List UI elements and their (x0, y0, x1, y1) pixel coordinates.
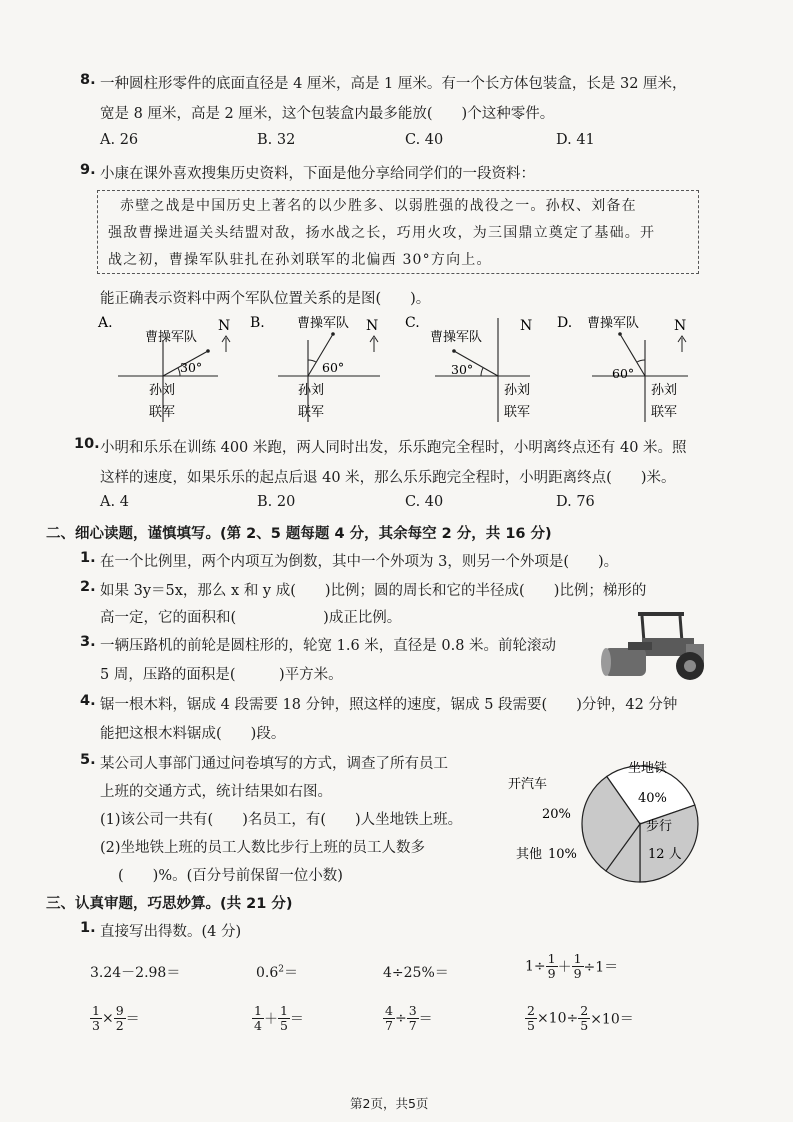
pie-value-car: 20% (542, 807, 571, 822)
diagram-d-army: 曹操军队 (587, 316, 640, 331)
calc-7-eq: ＝ (418, 1011, 433, 1028)
calc-6-frac1: $\frac{1}{4}$ (254, 1003, 262, 1033)
calc-4-frac2: $\frac{1}{9}$ (573, 951, 582, 981)
s2-q2-number: 2. (80, 579, 96, 595)
s2-q5-sub3: ( )%。(百分号前保留一位小数) (118, 868, 343, 884)
calc-5 (90, 1004, 140, 1033)
pie-label-walk: 步行 (646, 819, 673, 834)
q9-material-line3: 战之初，曹操军队驻扎在孙刘联军的北偏西 30°方向上。 (108, 252, 492, 268)
calc-4-a: 1÷ (525, 958, 546, 975)
diagram-a-base1: 孙刘 (149, 383, 176, 398)
pie-value-other: 10% (548, 847, 577, 862)
transport-pie-chart (508, 748, 718, 888)
s2-q4-line2: 能把这根木料锯成( )段。 (100, 726, 286, 742)
q10-line2: 这样的速度，如果乐乐的起点后退 40 米，那么乐乐跑完全程时，小明距离终点( )米。 (100, 470, 676, 486)
pie-label-car: 开汽车 (508, 777, 548, 792)
q10-number: 10. (74, 436, 100, 452)
q8-option-d: D. 41 (556, 132, 595, 148)
s2-q4-number: 4. (80, 693, 96, 709)
diagram-b-army: 曹操军队 (297, 316, 350, 331)
s3-q1-text: 直接写出得数。(4 分) (100, 924, 242, 940)
diagram-c-army: 曹操军队 (430, 330, 483, 345)
q10-option-a: A. 4 (100, 494, 129, 510)
diagram-d-base1: 孙刘 (651, 383, 678, 398)
s2-q5-number: 5. (80, 752, 96, 768)
diagram-c-letter: C. (405, 315, 420, 331)
diagram-b-north: N (366, 318, 379, 334)
pie-value-subway: 40% (638, 791, 667, 806)
diagram-c-angle: 30° (451, 362, 474, 377)
q10-line1: 小明和乐乐在训练 400 米跑，两人同时出发，乐乐跑完全程时，小明离终点还有 40 米。照 (100, 440, 687, 456)
s2-q1-text: 在一个比例里，两个内项互为倒数，其中一个外项为 3，则另一个外项是( )。 (100, 554, 619, 570)
q10-option-c: C. 40 (405, 494, 444, 510)
s2-q5-sub1: (1)该公司一共有( )名员工，有( )人坐地铁上班。 (100, 812, 463, 828)
diagram-a-letter: A. (98, 315, 113, 331)
diagram-a-angle: 30° (180, 360, 203, 375)
calc-5-frac2: $\frac{9}{2}$ (115, 1003, 124, 1033)
diagram-b (250, 315, 380, 422)
q8-option-b: B. 32 (257, 132, 296, 148)
diagram-a-army: 曹操军队 (145, 330, 198, 345)
calc-4-b: ＋ (557, 959, 572, 976)
calc-8-op: ×10÷ (536, 1010, 579, 1027)
s2-q5-line2: 上班的交通方式，统计结果如右图。 (100, 784, 332, 800)
calc-4-c: ÷1＝ (583, 959, 619, 976)
calc-7-frac1: $\frac{4}{7}$ (385, 1003, 393, 1033)
s3-q1-number: 1. (80, 920, 96, 936)
s2-q4-line1: 锯一根木料，锯成 4 段需要 18 分钟，照这样的速度，锯成 5 段需要( )分钟，42 分钟 (100, 697, 678, 713)
calc-6-eq: ＝ (289, 1011, 304, 1028)
calc-2-base: 0.6 (256, 965, 279, 981)
calc-4 (525, 952, 618, 981)
q9-diagrams (90, 310, 710, 430)
q10-option-d: D. 76 (556, 494, 595, 510)
diagram-b-base1: 孙刘 (298, 383, 325, 398)
calc-3: 4÷25%＝ (383, 965, 449, 981)
calc-6-frac2: $\frac{1}{5}$ (279, 1003, 288, 1033)
calc-7-op: ÷ (394, 1010, 407, 1027)
q8-option-c: C. 40 (405, 132, 444, 148)
diagram-d (557, 315, 688, 422)
calc-4-frac1: $\frac{1}{9}$ (547, 951, 556, 981)
calc-8-frac1: $\frac{2}{5}$ (527, 1003, 535, 1033)
calc-1: 3.24－2.98＝ (90, 965, 181, 981)
q9-intro: 小康在课外喜欢搜集历史资料，下面是他分享给同学们的一段资料： (100, 166, 535, 182)
diagram-c-base2: 联军 (504, 405, 531, 420)
s2-q1-number: 1. (80, 550, 96, 566)
q9-material-line2: 强敌曹操进逼关头结盟对敌，扬水战之长，巧用火攻，为三国鼎立奠定了基础。开 (108, 225, 656, 241)
diagram-a-base2: 联军 (149, 405, 176, 420)
calc-5-eq: ＝ (125, 1011, 140, 1028)
calc-7 (383, 1004, 433, 1033)
diagram-b-angle: 60° (322, 360, 345, 375)
s2-q3-line1: 一辆压路机的前轮是圆柱形的，轮宽 1.6 米，直径是 0.8 米。前轮滚动 (100, 638, 557, 654)
pie-label-subway: 坐地铁 (628, 761, 668, 776)
q8-option-a: A. 26 (100, 132, 139, 148)
calc-6 (252, 1004, 304, 1033)
s2-q3-line2: 5 周，压路的面积是( )平方米。 (100, 667, 343, 683)
pie-label-other: 其他 (516, 847, 543, 862)
section2-title: 二、细心读题，谨慎填写。(第 2、5 题每题 4 分，其余每空 2 分，共 16 分) (46, 526, 552, 542)
calc-8-eq: ×10＝ (590, 1011, 634, 1028)
pie-value-walk: 12 人 (648, 847, 682, 862)
diagram-d-angle: 60° (612, 366, 635, 381)
calc-2 (256, 962, 298, 982)
q9-material-box (97, 190, 699, 274)
diagram-c (405, 315, 532, 422)
q8-line2: 宽是 8 厘米，高是 2 厘米，这个包装盒内最多能放( )个这种零件。 (100, 106, 555, 122)
q8-number: 8. (80, 72, 96, 88)
diagram-d-north: N (674, 318, 687, 334)
calc-5-op: × (101, 1010, 114, 1027)
diagram-d-letter: D. (557, 315, 573, 331)
calc-2-eq: ＝ (284, 965, 298, 981)
road-roller-image (598, 610, 710, 682)
diagram-b-letter: B. (250, 315, 265, 331)
s2-q2-line1: 如果 3y＝5x，那么 x 和 y 成( )比例；圆的周长和它的半径成( )比例；梯形的 (100, 583, 647, 599)
diagram-c-north: N (520, 318, 533, 334)
q9-question: 能正确表示资料中两个军队位置关系的是图( )。 (100, 291, 431, 307)
pie-group (582, 766, 698, 882)
calc-6-op: ＋ (263, 1011, 278, 1028)
q8-line1: 一种圆柱形零件的底面直径是 4 厘米，高是 1 厘米。有一个长方体包装盒，长是 32 厘米， (100, 76, 687, 92)
diagram-d-base2: 联军 (651, 405, 678, 420)
calc-2-exp: 2 (278, 964, 284, 975)
calc-7-frac2: $\frac{3}{7}$ (408, 1003, 417, 1033)
diagram-c-base1: 孙刘 (504, 383, 531, 398)
s2-q2-line2: 高一定，它的面积和( )成正比例。 (100, 610, 402, 626)
diagram-a (97, 315, 230, 422)
page-footer: 第2页，共5页 (350, 1096, 429, 1111)
section3-title: 三、认真审题，巧思妙算。(共 21 分) (46, 896, 293, 912)
q10-option-b: B. 20 (257, 494, 296, 510)
s2-q5-sub2: (2)坐地铁上班的员工人数比步行上班的员工人数多 (100, 840, 426, 856)
calc-5-frac1: $\frac{1}{3}$ (92, 1003, 100, 1033)
calc-8-frac2: $\frac{2}{5}$ (580, 1003, 589, 1033)
s2-q5-line1: 某公司人事部门通过问卷填写的方式，调查了所有员工 (100, 756, 448, 772)
diagram-b-base2: 联军 (298, 405, 325, 420)
q9-material-line1: 赤壁之战是中国历史上著名的以少胜多、以弱胜强的战役之一。孙权、刘备在 (120, 198, 637, 214)
s2-q3-number: 3. (80, 634, 96, 650)
q9-number: 9. (80, 162, 96, 178)
diagram-a-north: N (218, 318, 231, 334)
calc-8 (525, 1004, 634, 1033)
